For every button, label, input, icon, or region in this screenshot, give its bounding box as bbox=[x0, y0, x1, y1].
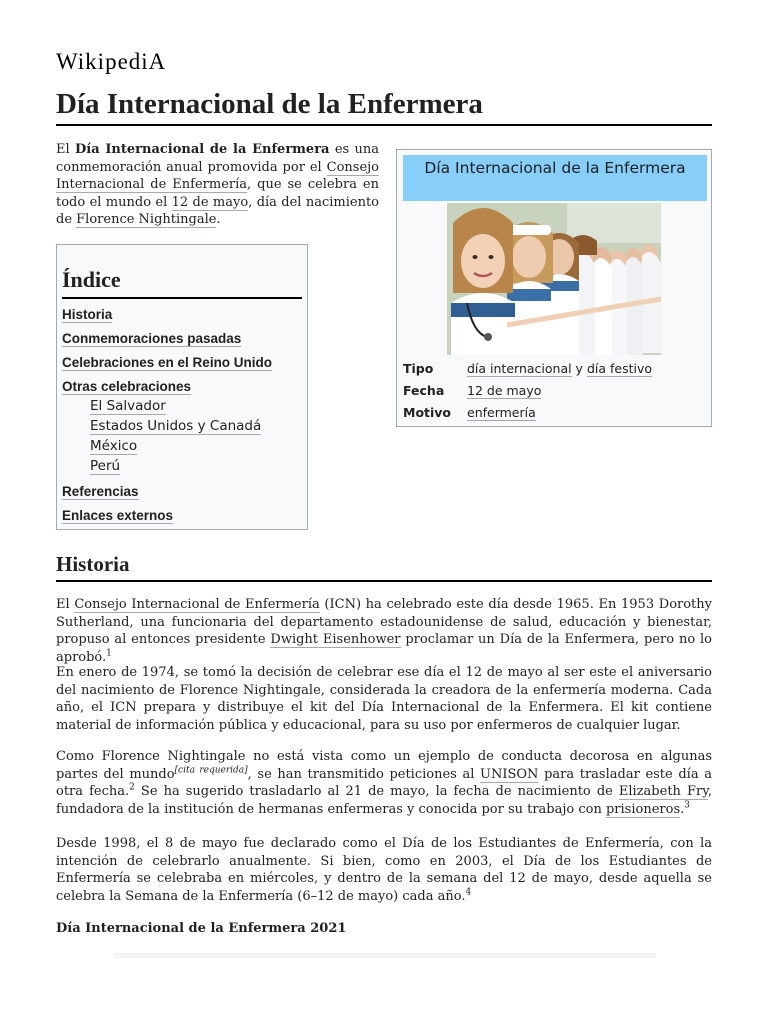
section-heading-historia: Historia bbox=[56, 550, 712, 582]
toc-title: Índice bbox=[62, 245, 302, 299]
toc-subitem-peru[interactable]: Perú bbox=[90, 458, 121, 474]
link-elizabeth-fry[interactable]: Elizabeth Fry bbox=[618, 784, 708, 799]
historia-paragraph-1: El Consejo Internacional de Enfermería (ICN) ha celebrado este día desde 1965. En 1953 Dorothy Sutherland, una funcionaria del departamento estadounidense de salud, educación y bienestar, propuso al entonces presidente Dwight Eisenhower proclamar un Día de la Enfermera, pero no lo aprobó.$^1$ bbox=[56, 597, 712, 665]
toc-item-historia[interactable]: Historia bbox=[62, 307, 113, 322]
nurses-photo[interactable] bbox=[447, 203, 661, 355]
toc-subitem-el-salvador[interactable]: El Salvador bbox=[90, 398, 166, 414]
infobox bbox=[396, 149, 712, 427]
link-eisenhower[interactable]: Dwight Eisenhower bbox=[270, 632, 401, 647]
historia-paragraph-2: En enero de 1974, se tomó la decisión de celebrar ese día el 12 de mayo al ser este el aniversario del nacimiento de Florence Nightingale, considerada la creadora de la enfermería moderna. Cada año, el ICN prepara y distribuye el kit del Día Internacional de la Enfermera. El kit contiene material de información pública y educacional, para su uso por enfermeros de cualquier lugar. bbox=[56, 665, 712, 733]
embedded-content-placeholder bbox=[113, 953, 656, 958]
link-consejo-icn[interactable]: Consejo Internacional de Enfermería bbox=[74, 597, 320, 612]
wikipedia-wordmark[interactable]: WikipediA bbox=[56, 49, 167, 74]
infobox-rows bbox=[403, 358, 707, 424]
link-unison[interactable]: UNISON bbox=[480, 766, 539, 782]
ref-2[interactable]: 2 bbox=[129, 782, 135, 793]
toc-item-enlaces[interactable]: Enlaces externos bbox=[62, 508, 174, 523]
link-enfermeria[interactable]: enfermería bbox=[467, 405, 536, 420]
table-of-contents bbox=[56, 244, 308, 530]
infobox-row-tipo: Tipo día internacional y día festivo bbox=[403, 361, 653, 376]
link-florence[interactable]: Florence Nightingale bbox=[76, 212, 217, 227]
infobox-row-fecha: Fecha 12 de mayo bbox=[403, 383, 542, 398]
link-dia-internacional[interactable]: día internacional bbox=[467, 361, 572, 376]
ref-1[interactable]: 1 bbox=[106, 648, 112, 659]
toc-item-reino-unido[interactable]: Celebraciones en el Reino Unido bbox=[62, 355, 273, 370]
link-dia-festivo[interactable]: día festivo bbox=[586, 361, 653, 376]
link-prisioneros[interactable]: prisioneros bbox=[605, 801, 681, 817]
intro-paragraph: El Día Internacional de la Enfermera es una conmemoración anual promovida por el Consejo Internacional de Enfermería, que se celebra en todo el mundo el 12 de mayo, día del nacimiento de Florence Nightingale. bbox=[56, 142, 380, 227]
historia-paragraph-4: Desde 1998, el 8 de mayo fue declarado como el Día de los Estudiantes de Enfermería, con la intención de celebrarlo anualmente. Si bien, como en 2003, el Día de los Estudiantes de Enfermería se celebraba en miércoles, y dentro de la semana del 12 de mayo, desde aquella se celebra la Semana de la Enfermería (6–12 de mayo) cada año.$^4$ bbox=[56, 836, 712, 904]
historia-paragraph-3: Como Florence Nightingale no está vista como un ejemplo de conducta decorosa en algunas partes del mundo[cita requerida], se han transmitido peticiones al UNISON para trasladar este día a otra fecha.$^2$ Se ha sugerido trasladarlo al 21 de mayo, la fecha de nacimiento de Elizabeth Fry, fundadora de la institución de hermanas enfermeras y conocida por su trabajo con prisioneros.$^3$ bbox=[56, 749, 712, 817]
page-title: Día Internacional de la Enfermera bbox=[56, 86, 712, 126]
nurses-illustration bbox=[447, 203, 661, 355]
ref-3[interactable]: 3 bbox=[684, 800, 690, 811]
link-consejo[interactable]: Consejo Internacional de Enfermería bbox=[56, 159, 379, 192]
infobox-row-motivo: Motivo enfermería bbox=[403, 405, 536, 420]
toc-subitem-mexico[interactable]: México bbox=[90, 438, 138, 454]
toc-subitem-eeuu-canada[interactable]: Estados Unidos y Canadá bbox=[90, 418, 262, 434]
infobox-title: Día Internacional de la Enfermera bbox=[403, 155, 707, 201]
link-12-mayo[interactable]: 12 de mayo bbox=[171, 194, 249, 210]
toc-item-conmemoraciones[interactable]: Conmemoraciones pasadas bbox=[62, 331, 242, 346]
toc-item-otras[interactable]: Otras celebraciones El Salvador Estados Unidos y Canadá México Perú bbox=[62, 375, 302, 476]
ref-4[interactable]: 4 bbox=[465, 887, 472, 898]
citation-needed[interactable]: [cita requerida] bbox=[174, 765, 248, 776]
subheading-2021: Día Internacional de la Enfermera 2021 bbox=[56, 921, 347, 936]
link-fecha[interactable]: 12 de mayo bbox=[467, 383, 542, 398]
toc-item-referencias[interactable]: Referencias bbox=[62, 484, 139, 499]
